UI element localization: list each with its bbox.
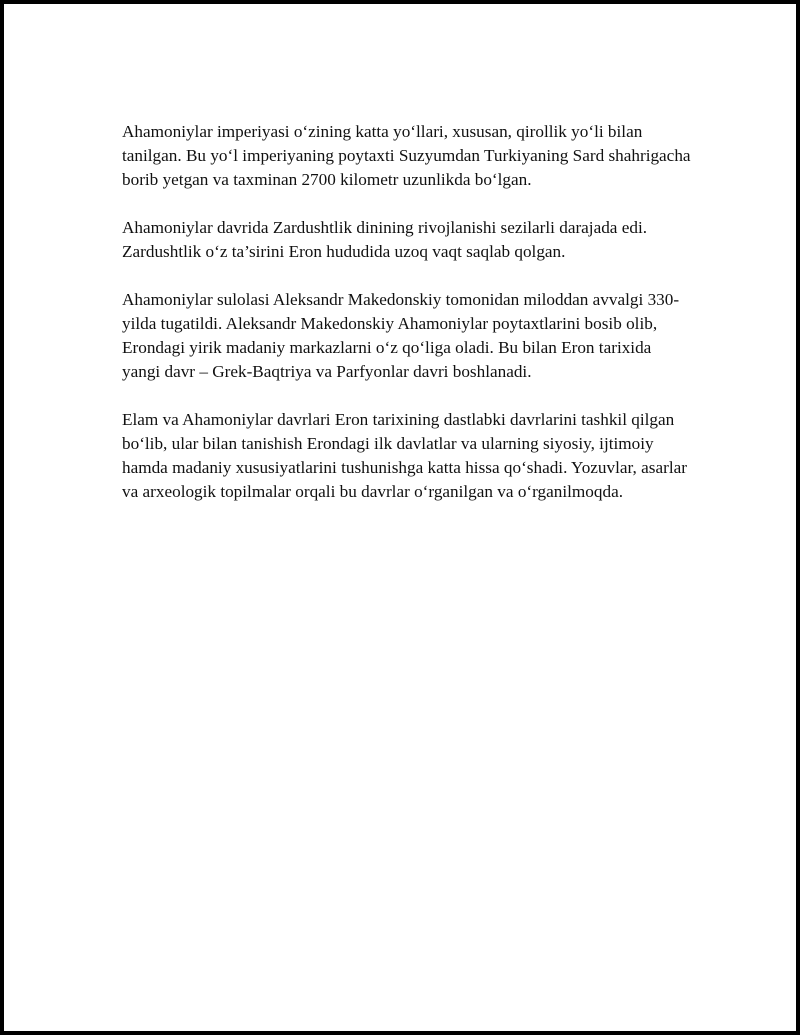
- document-body: [122, 120, 692, 528]
- paragraph-zoroastrianism: Ahamoniylar davrida Zardushtlik dinining rivojlanishi sezilarli darajada edi. Zardushtlik o‘z ta’sirini Eron hududida uzoq vaqt saqlab qolgan.: [122, 218, 648, 261]
- paragraph-alexander-conquest: Ahamoniylar sulolasi Aleksandr Makedonskiy tomonidan miloddan avvalgi 330-yilda tugatildi. Aleksandr Makedonskiy Ahamoniylar poytaxtlarini bosib olib, Erondagi yirik madaniy markazlarni o‘z qo‘liga oladi. Bu bilan Eron tarixida yangi davr – Grek-Baqtriya va Parfyonlar davri boshlanadi.: [122, 290, 680, 381]
- paragraph-royal-road: Ahamoniylar imperiyasi o‘zining katta yo‘llari, xususan, qirollik yo‘li bilan tanilgan. Bu yo‘l imperiyaning poytaxti Suzyumdan Turkiyaning Sard shahrigacha borib yetgan va taxminan 2700 kilometr uzunlikda bo‘lgan.: [122, 122, 691, 189]
- paragraph-elam-achaemenid-summary: Elam va Ahamoniylar davrlari Eron tarixining dastlabki davrlarini tashkil qilgan bo‘lib, ular bilan tanishish Erondagi ilk davlatlar va ularning siyosiy, ijtimoiy hamda madaniy xususiyatlarini tushunishga katta hissa qo‘shadi. Yozuvlar, asarlar va arxeologik topilmalar orqali bu davrlar o‘rganilgan va o‘rganilmoqda.: [122, 410, 687, 501]
